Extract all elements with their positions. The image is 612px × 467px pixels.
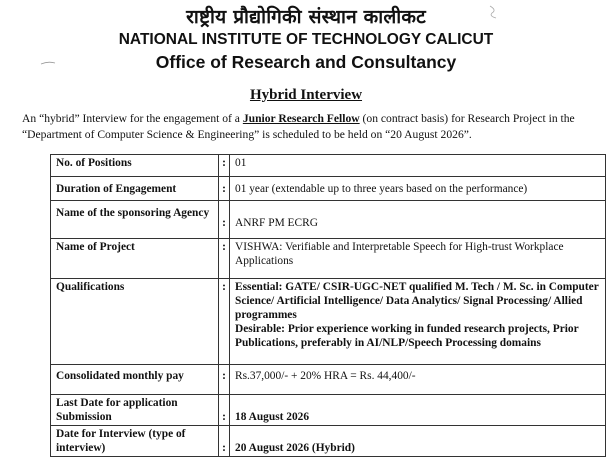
row-label: Consolidated monthly pay xyxy=(51,365,219,395)
notice-intro xyxy=(22,111,612,143)
row-label: Name of the sponsoring Agency xyxy=(51,201,219,239)
row-value: 01 year (extendable up to three years based on the performance) xyxy=(230,177,606,201)
post-title: Junior Research Fellow xyxy=(242,112,360,125)
intro-text-end: (on contract basis) for Research Project in the “Department of Computer Science & Engineering” is scheduled to be held on “20 August 2026”. xyxy=(22,112,575,141)
desirable-qualification: Desirable: Prior experience working in funded research projects, Prior Publications, preferably in AI/NLP/Speech Processing domains xyxy=(235,323,579,349)
notice-heading: Hybrid Interview xyxy=(249,87,363,103)
table-row xyxy=(51,177,606,201)
row-value: 20 August 2026 (Hybrid) xyxy=(230,426,606,457)
row-separator: : xyxy=(219,239,230,279)
institute-hindi-name: राष्ट्रीय प्रौद्योगिकी संस्थान कालीकट xyxy=(186,6,426,28)
essential-qualification: Essential: GATE/ CSIR-UGC-NET qualified M. Tech / M. Sc. in Computer Science/ Artificial Intelligence/ Data Analytics/ Signal Processing/ Allied programmes xyxy=(235,281,599,321)
row-separator: : xyxy=(219,155,230,177)
row-label: Qualifications xyxy=(51,279,219,365)
table-row xyxy=(51,155,606,177)
row-value: 18 August 2026 xyxy=(230,395,606,426)
table-row xyxy=(51,279,606,365)
row-separator: : xyxy=(219,395,230,426)
row-separator: : xyxy=(219,279,230,365)
table-row xyxy=(51,201,606,239)
qualifications-value xyxy=(230,279,606,365)
table-row xyxy=(51,395,606,426)
table-row xyxy=(51,239,606,279)
row-label: Name of Project xyxy=(51,239,219,279)
table-row xyxy=(51,426,606,457)
scan-mark xyxy=(40,60,56,66)
row-label: No. of Positions xyxy=(51,155,219,177)
row-label: Date for Interview (type of interview) xyxy=(51,426,219,457)
row-separator: : xyxy=(219,365,230,395)
intro-text-start: An “hybrid” Interview for the engagement of a xyxy=(22,112,243,125)
row-separator: : xyxy=(219,177,230,201)
row-separator: : xyxy=(219,426,230,457)
scan-mark xyxy=(487,4,501,20)
row-value: 01 xyxy=(230,155,606,177)
row-value: Rs.37,000/- + 20% HRA = Rs. 44,400/- xyxy=(230,365,606,395)
institute-name: NATIONAL INSTITUTE OF TECHNOLOGY CALICUT xyxy=(118,31,494,48)
table-row xyxy=(51,365,606,395)
row-value: VISHWA: Verifiable and Interpretable Speech for High-trust Workplace Applications xyxy=(230,239,606,279)
details-table xyxy=(50,154,606,457)
row-label: Duration of Engagement xyxy=(51,177,219,201)
office-name: Office of Research and Consultancy xyxy=(155,52,457,72)
row-label: Last Date for application Submission xyxy=(51,395,219,426)
row-separator: : xyxy=(219,201,230,239)
row-value: ANRF PM ECRG xyxy=(230,201,606,239)
